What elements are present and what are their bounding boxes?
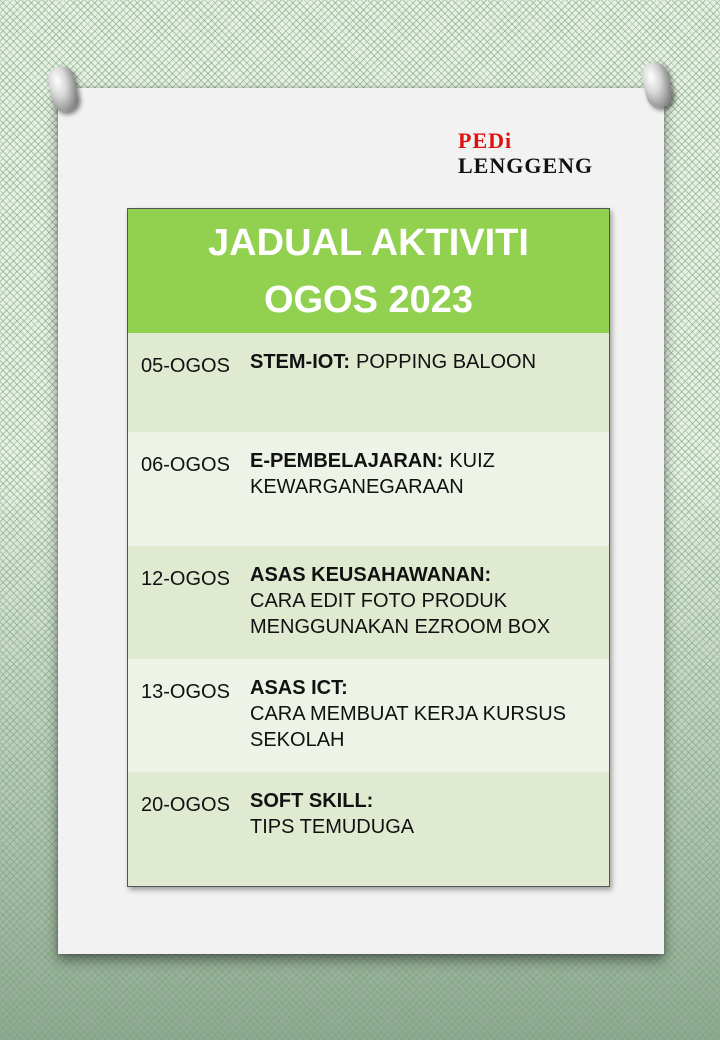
row-date: 20-OGOS (141, 794, 230, 816)
row-date: 13-OGOS (141, 681, 230, 703)
row-description (250, 675, 589, 753)
row-label: STEM-IOT: (250, 351, 350, 373)
brand-line1: PEDi (458, 128, 513, 153)
row-description (250, 788, 589, 840)
row-description (250, 448, 589, 500)
schedule-row (128, 333, 609, 432)
row-label: E-PEMBELAJARAN: (250, 450, 444, 472)
row-date: 06-OGOS (141, 454, 230, 476)
row-text: CARA MEMBUAT KERJA KURSUS SEKOLAH (250, 703, 566, 751)
row-text: KUIZ KEWARGANEGARAAN (250, 450, 495, 498)
title-line1: JADUAL AKTIVITI (208, 222, 529, 264)
schedule-table (127, 208, 610, 887)
brand-line2: LENGGENG (458, 153, 594, 179)
row-date: 12-OGOS (141, 568, 230, 590)
schedule-title (128, 209, 609, 333)
row-text: TIPS TEMUDUGA (250, 816, 415, 838)
pushpin-icon (46, 64, 81, 114)
schedule-row (128, 546, 609, 659)
row-description (250, 562, 589, 640)
row-text: POPPING BALOON (356, 351, 537, 373)
row-date: 05-OGOS (141, 355, 230, 377)
schedule-row (128, 432, 609, 546)
row-description (250, 349, 589, 375)
schedule-row (128, 772, 609, 886)
row-label: ASAS KEUSAHAWANAN: (250, 564, 492, 586)
schedule-row (128, 659, 609, 772)
brand-logo (458, 128, 593, 179)
row-text: CARA EDIT FOTO PRODUK MENGGUNAKAN EZROOM BOX (250, 590, 551, 638)
title-line2: OGOS 2023 (263, 279, 474, 321)
row-label: SOFT SKILL: (250, 790, 374, 812)
row-label: ASAS ICT: (250, 677, 348, 699)
